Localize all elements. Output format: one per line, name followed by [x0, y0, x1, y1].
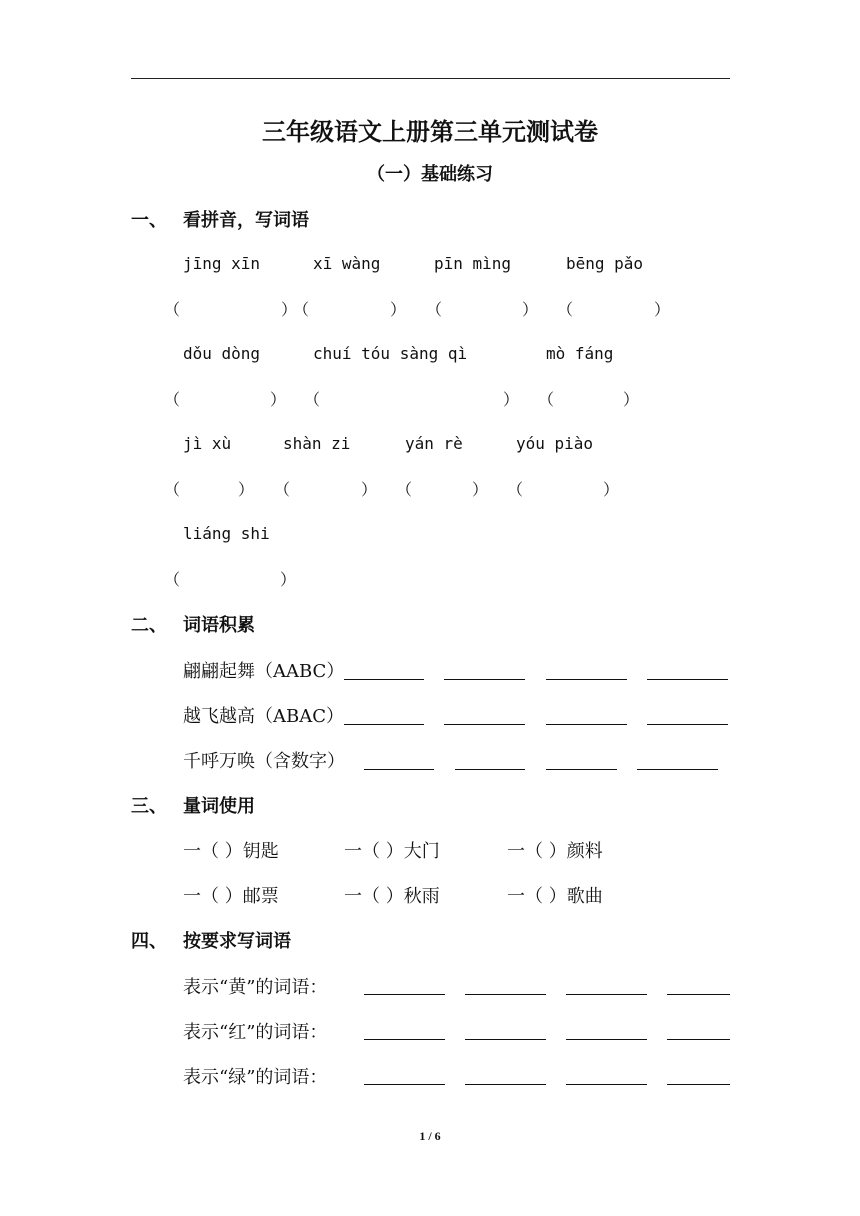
pinyin-item: chuí tóu sàng qì: [313, 344, 468, 363]
color-word-prompt: 表示“黄”的词语：: [183, 977, 328, 998]
answer-blank[interactable]: [667, 1084, 730, 1085]
answer-paren-close: ）: [280, 570, 297, 589]
section-title: 词语积累: [183, 615, 255, 636]
answer-blank[interactable]: [546, 679, 627, 680]
pinyin-item: liáng shi: [183, 524, 270, 543]
answer-blank[interactable]: [364, 1084, 445, 1085]
section-number: 一、: [131, 210, 167, 231]
answer-blank[interactable]: [465, 994, 546, 995]
pinyin-item: mò fáng: [546, 344, 614, 363]
page-subtitle: （一）基础练习: [367, 164, 493, 185]
answer-blank[interactable]: [667, 994, 730, 995]
answer-paren-close: ）: [522, 300, 539, 319]
answer-paren-close: ）: [503, 390, 520, 409]
answer-blank[interactable]: [566, 994, 647, 995]
page-number: 1 / 6: [419, 1129, 441, 1143]
color-word-prompt: 表示“红”的词语：: [183, 1022, 328, 1043]
answer-blank[interactable]: [566, 1039, 647, 1040]
answer-paren-open: （: [293, 300, 310, 319]
vocab-prompt: 千呼万唤（含数字）: [183, 751, 345, 772]
answer-paren-open: （: [164, 570, 181, 589]
vocab-prompt: 翩翩起舞（AABC）: [183, 661, 345, 682]
answer-blank[interactable]: [444, 724, 525, 725]
pinyin-item: pīn mìng: [434, 254, 512, 273]
vocab-prompt: 越飞越高（ABAC）: [183, 706, 344, 727]
measure-word-item: 一（ ）秋雨: [344, 886, 440, 907]
answer-paren-close: ）: [361, 480, 378, 499]
section-title: 按要求写词语: [183, 931, 291, 952]
answer-paren-close: ）: [472, 480, 489, 499]
answer-paren-open: （: [164, 300, 181, 319]
pinyin-item: xī wàng: [313, 254, 381, 273]
answer-paren-close: ）: [238, 480, 255, 499]
answer-paren-close: ）: [270, 390, 287, 409]
answer-blank[interactable]: [444, 679, 525, 680]
section-number: 二、: [131, 615, 167, 636]
answer-paren-open: （: [164, 390, 181, 409]
answer-blank[interactable]: [364, 1039, 445, 1040]
pinyin-item: dǒu dòng: [183, 344, 261, 363]
answer-paren-close: ）: [390, 300, 407, 319]
answer-paren-open: （: [538, 390, 555, 409]
answer-paren-close: ）: [654, 300, 671, 319]
pinyin-item: bēng pǎo: [566, 254, 644, 273]
header-rule: [131, 78, 730, 79]
measure-word-item: 一（ ）钥匙: [183, 841, 279, 862]
answer-paren-open: （: [164, 480, 181, 499]
answer-paren-open: （: [304, 390, 321, 409]
answer-blank[interactable]: [667, 1039, 730, 1040]
answer-blank[interactable]: [455, 769, 525, 770]
answer-paren-close: ）: [623, 390, 640, 409]
pinyin-item: yóu piào: [516, 434, 594, 453]
answer-blank[interactable]: [566, 1084, 647, 1085]
pinyin-item: shàn zi: [283, 434, 351, 453]
color-word-prompt: 表示“绿”的词语：: [183, 1067, 328, 1088]
section-title: 看拼音，写词语: [183, 210, 309, 231]
answer-blank[interactable]: [647, 679, 728, 680]
section-title: 量词使用: [183, 796, 255, 817]
answer-blank[interactable]: [364, 769, 434, 770]
measure-word-item: 一（ ）歌曲: [507, 886, 603, 907]
answer-blank[interactable]: [344, 679, 424, 680]
measure-word-item: 一（ ）大门: [344, 841, 440, 862]
answer-paren-close: ）: [603, 480, 620, 499]
section-number: 四、: [131, 931, 167, 952]
answer-blank[interactable]: [465, 1084, 546, 1085]
answer-blank[interactable]: [546, 769, 617, 770]
answer-paren-open: （: [507, 480, 524, 499]
answer-blank[interactable]: [546, 724, 627, 725]
answer-paren-open: （: [396, 480, 413, 499]
answer-paren-close: ）: [281, 300, 298, 319]
answer-paren-open: （: [426, 300, 443, 319]
measure-word-item: 一（ ）颜料: [507, 841, 603, 862]
answer-blank[interactable]: [344, 724, 424, 725]
section-number: 三、: [131, 796, 167, 817]
answer-blank[interactable]: [465, 1039, 546, 1040]
answer-blank[interactable]: [364, 994, 445, 995]
pinyin-item: jīng xīn: [183, 254, 261, 273]
pinyin-item: yán rè: [405, 434, 463, 453]
pinyin-item: jì xù: [183, 434, 232, 453]
answer-paren-open: （: [557, 300, 574, 319]
measure-word-item: 一（ ）邮票: [183, 886, 279, 907]
page-title: 三年级语文上册第三单元测试卷: [262, 117, 598, 146]
answer-blank[interactable]: [647, 724, 728, 725]
answer-blank[interactable]: [637, 769, 718, 770]
answer-paren-open: （: [274, 480, 291, 499]
